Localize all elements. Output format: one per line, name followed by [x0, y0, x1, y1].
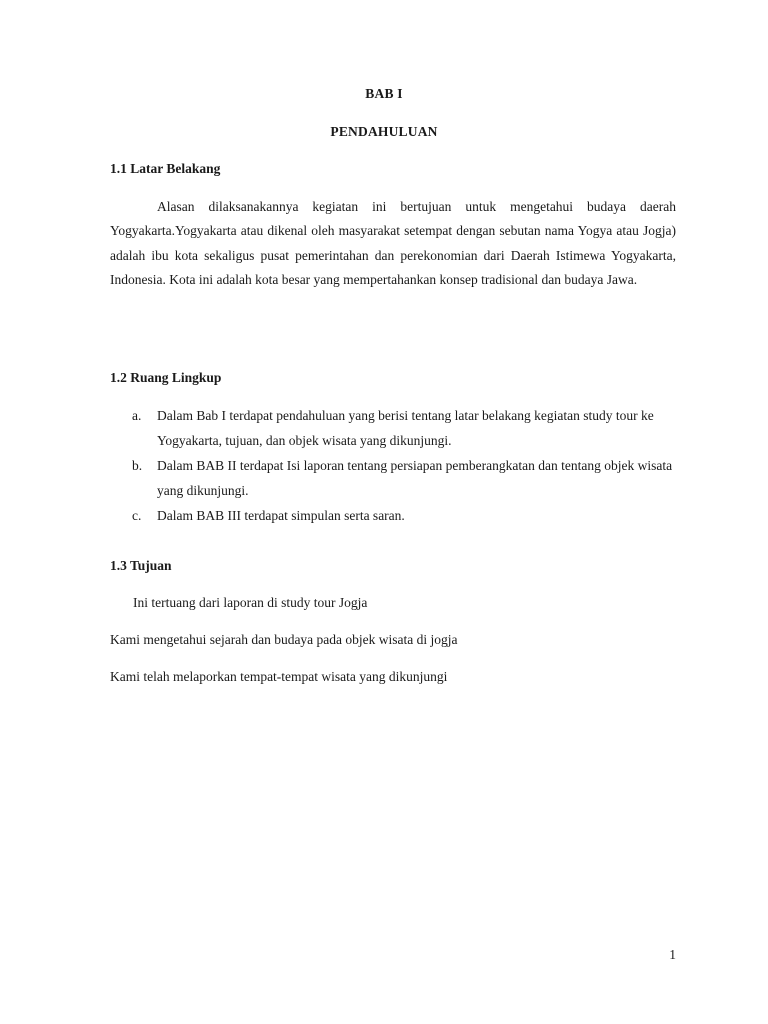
- tujuan-line: Kami telah melaporkan tempat-tempat wisata yang dikunjungi: [110, 669, 448, 684]
- section-heading-ruang-lingkup: 1.2 Ruang Lingkup: [110, 370, 222, 385]
- list-item-text: Dalam BAB II terdapat Isi laporan tentang persiapan pemberangkatan dan tentang objek wisata yang dikunjungi.: [157, 458, 673, 498]
- list-marker: b.: [132, 458, 143, 473]
- list-item: [110, 503, 676, 528]
- list-item-text: Dalam BAB III terdapat simpulan serta saran.: [157, 508, 405, 523]
- list-marker: c.: [132, 508, 142, 523]
- list-item: [110, 453, 676, 503]
- ruang-lingkup-list: [110, 403, 676, 528]
- chapter-number: BAB I: [365, 86, 403, 101]
- list-item: [110, 403, 676, 453]
- latar-belakang-paragraph: Alasan dilaksanakannya kegiatan ini bertujuan untuk mengetahui budaya daerah Yogyakarta.Yogyakarta atau dikenal oleh masyarakat setempat dengan sebutan nama Yogya atau Jogja) adalah ibu kota sekaligus pusat pemerintahan dan perekonomian dari Daerah Istimewa Yogyakarta, Indonesia. Kota ini adalah kota besar yang mempertahankan konsep tradisional dan budaya Jawa.: [110, 199, 676, 288]
- list-item-text: Dalam Bab I terdapat pendahuluan yang berisi tentang latar belakang kegiatan study tour ke Yogyakarta, tujuan, dan objek wisata yang dikunjungi.: [157, 408, 654, 448]
- page-number: 1: [669, 947, 676, 962]
- tujuan-line: Ini tertuang dari laporan di study tour Jogja: [133, 595, 368, 610]
- section-heading-latar-belakang: 1.1 Latar Belakang: [110, 161, 221, 176]
- section-heading-tujuan: 1.3 Tujuan: [110, 558, 172, 573]
- list-marker: a.: [132, 408, 142, 423]
- tujuan-line: Kami mengetahui sejarah dan budaya pada objek wisata di jogja: [110, 632, 458, 647]
- chapter-title: PENDAHULUAN: [330, 124, 438, 139]
